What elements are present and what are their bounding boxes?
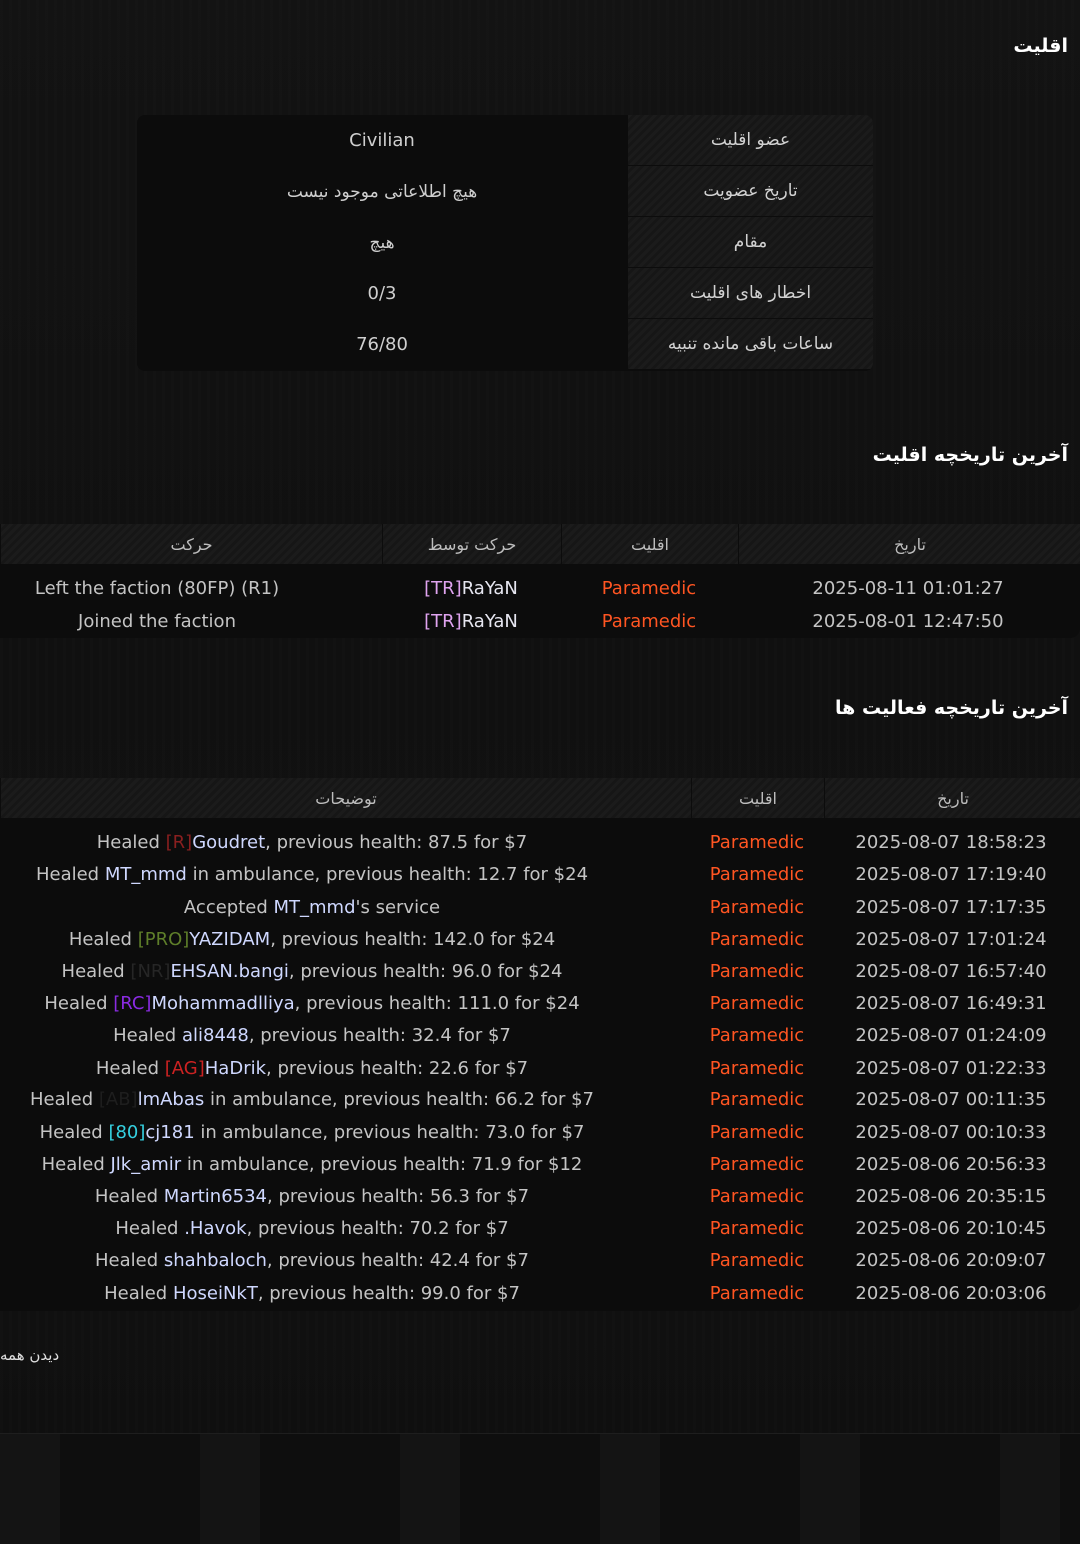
- player-tag: [NR]: [130, 960, 171, 982]
- row-faction: Paramedic: [709, 1153, 805, 1175]
- row-moved-by[interactable]: [382, 572, 560, 604]
- header-faction: اقلیت: [691, 778, 824, 818]
- description-suffix: 's service: [355, 896, 441, 918]
- description-prefix: Healed: [68, 928, 138, 950]
- row-description: [0, 1019, 624, 1051]
- description-prefix: Healed: [94, 1185, 164, 1207]
- row-description: [0, 1083, 624, 1115]
- table-row: [0, 826, 1080, 858]
- table-row: [0, 923, 1080, 955]
- player-name[interactable]: Goudret: [192, 831, 266, 853]
- info-row-warnings: [137, 268, 873, 319]
- row-date: 2025-08-06 20:10:45: [855, 1217, 1047, 1239]
- row-date: 2025-08-01 12:47:50: [812, 610, 1004, 632]
- row-action: Left the faction (80FP) (R1): [34, 577, 280, 599]
- player-name[interactable]: shahbaloch: [163, 1249, 267, 1271]
- row-description: [0, 1116, 624, 1148]
- row-date: 2025-08-06 20:35:15: [855, 1185, 1047, 1207]
- description-suffix: , previous health: 99.0 for $7: [257, 1282, 520, 1304]
- table-header: [0, 524, 1080, 564]
- player-name[interactable]: Martin6534: [163, 1185, 268, 1207]
- row-date: 2025-08-07 17:01:24: [855, 928, 1047, 950]
- description-prefix: Healed: [41, 1153, 111, 1175]
- faction-history-title: آخرین تاریخچه اقلیت: [872, 444, 1068, 466]
- activity-history-table: [0, 778, 1080, 1311]
- description-suffix: , previous health: 70.2 for $7: [246, 1217, 509, 1239]
- description-suffix: , previous health: 42.4 for $7: [266, 1249, 529, 1271]
- description-suffix: in ambulance, previous health: 66.2 for $7: [204, 1088, 594, 1110]
- row-date: 2025-08-07 18:58:23: [855, 831, 1047, 853]
- row-date: 2025-08-07 17:17:35: [855, 896, 1047, 918]
- info-value: هیچ اطلاعاتی موجود نیست: [286, 181, 478, 202]
- row-description: [0, 1180, 624, 1212]
- row-faction: Paramedic: [601, 610, 697, 632]
- info-label: اخطار های اقلیت: [628, 268, 873, 319]
- player-name[interactable]: ali8448: [181, 1024, 249, 1046]
- player-tag: [PRO]: [137, 928, 190, 950]
- description-suffix: , previous health: 96.0 for $24: [288, 960, 563, 982]
- row-description: [0, 858, 624, 890]
- description-prefix: Healed: [35, 863, 105, 885]
- player-name[interactable]: YAZIDAM: [189, 928, 271, 950]
- row-faction: Paramedic: [709, 1121, 805, 1143]
- row-date: 2025-08-07 01:22:33: [855, 1057, 1047, 1079]
- info-value: هیچ: [369, 232, 395, 253]
- description-suffix: , previous health: 87.5 for $7: [265, 831, 528, 853]
- player-tag: [AG]: [164, 1057, 205, 1079]
- row-faction: Paramedic: [601, 577, 697, 599]
- description-prefix: Healed: [39, 1121, 109, 1143]
- row-date: 2025-08-07 00:10:33: [855, 1121, 1047, 1143]
- description-prefix: Healed: [95, 1057, 165, 1079]
- row-description: [0, 1148, 624, 1180]
- info-label: عضو اقلیت: [628, 115, 873, 166]
- description-prefix: Accepted: [183, 896, 274, 918]
- info-label: ساعات باقی مانده تنبیه: [628, 319, 873, 370]
- row-faction: Paramedic: [709, 1024, 805, 1046]
- row-description: [0, 1052, 624, 1084]
- player-name: RaYaN: [461, 610, 518, 632]
- table-row: [0, 955, 1080, 987]
- activity-history-title: آخرین تاریخچه فعالیت ها: [835, 697, 1068, 719]
- faction-info-table: [137, 115, 873, 371]
- description-prefix: Healed: [95, 1249, 164, 1271]
- info-row-join-date: [137, 166, 873, 217]
- description-suffix: , previous health: 32.4 for $7: [248, 1024, 511, 1046]
- row-faction: Paramedic: [709, 863, 805, 885]
- info-label: مقام: [628, 217, 873, 268]
- player-name[interactable]: HaDrik: [204, 1057, 267, 1079]
- description-suffix: in ambulance, previous health: 73.0 for $7: [194, 1121, 585, 1143]
- row-date: 2025-08-06 20:03:06: [855, 1282, 1047, 1304]
- row-description: [0, 1212, 624, 1244]
- row-faction: Paramedic: [709, 928, 805, 950]
- row-faction: Paramedic: [709, 1217, 805, 1239]
- row-description: [0, 826, 624, 858]
- header-date: تاریخ: [738, 524, 1080, 564]
- table-row: [0, 858, 1080, 890]
- row-date: 2025-08-07 00:11:35: [855, 1088, 1047, 1110]
- description-suffix: , previous health: 111.0 for $24: [294, 992, 580, 1014]
- info-value: Civilian: [349, 130, 415, 151]
- table-row: [0, 987, 1080, 1019]
- table-row: [0, 1019, 1080, 1051]
- row-date: 2025-08-06 20:56:33: [855, 1153, 1047, 1175]
- header-action: حرکت: [0, 524, 382, 564]
- player-name[interactable]: HoseiNkT: [172, 1282, 258, 1304]
- row-description: [0, 1244, 624, 1276]
- row-action: Joined the faction: [78, 610, 236, 632]
- description-prefix: Healed: [115, 1217, 185, 1239]
- table-row: [0, 572, 1080, 604]
- info-row-member: [137, 115, 873, 166]
- row-faction: Paramedic: [709, 831, 805, 853]
- info-value: 0/3: [367, 283, 397, 304]
- row-faction: Paramedic: [709, 960, 805, 982]
- row-description: [0, 1277, 624, 1309]
- description-suffix: , previous health: 22.6 for $7: [266, 1057, 529, 1079]
- info-value: 76/80: [356, 334, 408, 355]
- description-prefix: Healed: [61, 960, 131, 982]
- player-name[interactable]: Mohammadlliya: [151, 992, 295, 1014]
- table-row: [0, 1244, 1080, 1276]
- view-all-link[interactable]: دیدن همه: [0, 1346, 60, 1364]
- row-description: [0, 923, 624, 955]
- player-name[interactable]: lmAbas: [137, 1088, 205, 1110]
- row-moved-by[interactable]: [382, 605, 560, 637]
- info-label: تاریخ عضویت: [628, 166, 873, 217]
- row-faction: Paramedic: [709, 896, 805, 918]
- table-row: [0, 1083, 1080, 1115]
- player-tag: [AB]: [98, 1088, 138, 1110]
- row-description: [0, 987, 624, 1019]
- description-suffix: in ambulance, previous health: 71.9 for $12: [181, 1153, 583, 1175]
- row-date: 2025-08-07 16:57:40: [855, 960, 1047, 982]
- player-name[interactable]: .Havok: [184, 1217, 247, 1239]
- row-faction: Paramedic: [709, 992, 805, 1014]
- table-row: [0, 1052, 1080, 1084]
- row-faction: Paramedic: [709, 1185, 805, 1207]
- faction-history-table: [0, 524, 1080, 638]
- table-row: [0, 1148, 1080, 1180]
- faction-section-title: اقلیت: [1013, 35, 1068, 57]
- player-name[interactable]: MT_mmd: [273, 896, 356, 918]
- table-row: [0, 1277, 1080, 1309]
- table-row: [0, 1212, 1080, 1244]
- header-description: توضیحات: [0, 778, 691, 818]
- player-tag: [TR]: [424, 610, 462, 632]
- description-prefix: Healed: [29, 1088, 99, 1110]
- description-suffix: , previous health: 56.3 for $7: [267, 1185, 530, 1207]
- player-tag: [RC]: [113, 992, 152, 1014]
- row-date: 2025-08-11 01:01:27: [812, 577, 1004, 599]
- row-date: 2025-08-07 17:19:40: [855, 863, 1047, 885]
- description-suffix: , previous health: 142.0 for $24: [270, 928, 556, 950]
- description-prefix: Healed: [44, 992, 114, 1014]
- player-tag: [80]: [108, 1121, 146, 1143]
- header-faction: اقلیت: [561, 524, 738, 564]
- row-faction: Paramedic: [709, 1249, 805, 1271]
- info-row-punishment-hours: [137, 319, 873, 370]
- description-prefix: Healed: [113, 1024, 182, 1046]
- description-prefix: Healed: [104, 1282, 173, 1304]
- row-description: [0, 955, 624, 987]
- table-header: [0, 778, 1080, 818]
- row-faction: Paramedic: [709, 1057, 805, 1079]
- table-row: [0, 1180, 1080, 1212]
- player-tag: [TR]: [424, 577, 462, 599]
- player-name[interactable]: Jlk_amir: [110, 1153, 182, 1175]
- table-row: [0, 1116, 1080, 1148]
- header-moved-by: حرکت توسط: [382, 524, 561, 564]
- table-row: [0, 891, 1080, 923]
- description-suffix: in ambulance, previous health: 12.7 for $24: [186, 863, 589, 885]
- description-prefix: Healed: [96, 831, 166, 853]
- player-tag: [R]: [165, 831, 193, 853]
- row-date: 2025-08-07 16:49:31: [855, 992, 1047, 1014]
- row-date: 2025-08-06 20:09:07: [855, 1249, 1047, 1271]
- player-name[interactable]: MT_mmd: [104, 863, 187, 885]
- player-name[interactable]: cj181: [145, 1121, 195, 1143]
- info-row-rank: [137, 217, 873, 268]
- player-name: RaYaN: [461, 577, 518, 599]
- row-faction: Paramedic: [709, 1282, 805, 1304]
- row-description: [0, 891, 624, 923]
- row-faction: Paramedic: [709, 1088, 805, 1110]
- row-date: 2025-08-07 01:24:09: [855, 1024, 1047, 1046]
- table-row: [0, 605, 1080, 637]
- player-name[interactable]: EHSAN.bangi: [170, 960, 289, 982]
- header-date: تاریخ: [824, 778, 1080, 818]
- footer-background: [0, 1434, 1080, 1544]
